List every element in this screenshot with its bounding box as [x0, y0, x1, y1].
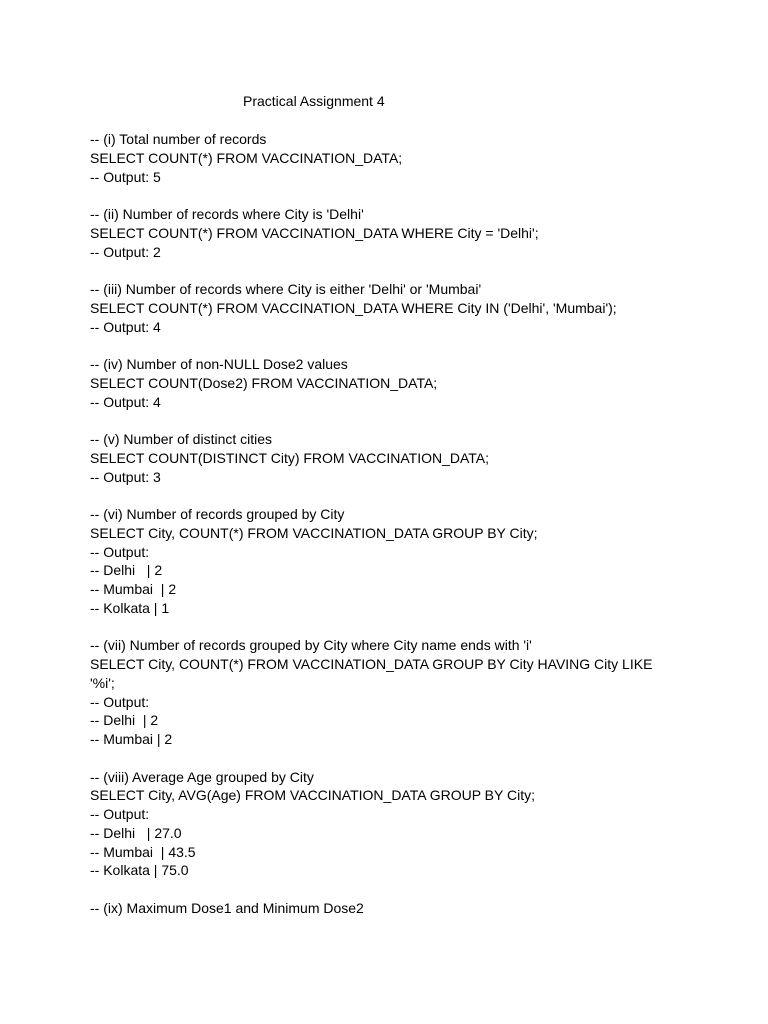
text-line: SELECT COUNT(DISTINCT City) FROM VACCINATION_DATA; — [90, 449, 490, 466]
text-line: -- Mumbai | 43.5 — [90, 843, 196, 860]
text-line: '%i'; — [90, 674, 115, 691]
text-line: -- (viii) Average Age grouped by City — [90, 768, 314, 785]
text-line: -- Output: 5 — [90, 168, 161, 185]
document-body — [90, 130, 690, 918]
text-line: -- (vi) Number of records grouped by City — [90, 506, 345, 522]
text-line: -- (vii) Number of records grouped by City where City name ends with 'i' — [90, 637, 532, 654]
blank-line — [90, 486, 690, 505]
text-line: -- Delhi | 27.0 — [90, 824, 182, 841]
text-line: -- (ii) Number of records where City is 'Delhi' — [90, 206, 364, 222]
text-line: -- (ix) Maximum Dose1 and Minimum Dose2 — [90, 899, 364, 916]
text-line: SELECT City, COUNT(*) FROM VACCINATION_DATA GROUP BY City; — [90, 524, 538, 541]
text-line: SELECT COUNT(*) FROM VACCINATION_DATA WHERE City IN ('Delhi', 'Mumbai'); — [90, 299, 617, 316]
text-line: -- Delhi | 2 — [90, 712, 159, 729]
text-line: -- (v) Number of distinct cities — [90, 431, 273, 447]
text-line: -- Output: 4 — [90, 393, 161, 410]
text-line: -- Kolkata | 75.0 — [90, 862, 189, 879]
text-line: -- (i) Total number of records — [90, 131, 267, 147]
text-line: -- Kolkata | 1 — [90, 599, 170, 616]
text-line: -- Mumbai | 2 — [90, 581, 177, 597]
text-line: -- Output: — [90, 543, 150, 560]
text-line: SELECT COUNT(*) FROM VACCINATION_DATA; — [90, 149, 403, 166]
blank-line — [90, 411, 690, 430]
text-line: -- Output: — [90, 693, 150, 710]
blank-line — [90, 261, 690, 280]
blank-line — [90, 186, 690, 205]
text-line: SELECT City, COUNT(*) FROM VACCINATION_DATA GROUP BY City HAVING City LIKE — [90, 656, 653, 672]
text-line: -- Mumbai | 2 — [90, 731, 173, 747]
text-line: SELECT COUNT(*) FROM VACCINATION_DATA WHERE City = 'Delhi'; — [90, 224, 539, 241]
text-line: -- Output: — [90, 806, 150, 822]
document-title: Practical Assignment 4 — [243, 93, 385, 109]
text-line: SELECT City, AVG(Age) FROM VACCINATION_DATA GROUP BY City; — [90, 787, 535, 804]
text-line: -- Output: 2 — [90, 243, 161, 260]
blank-line — [90, 880, 690, 899]
blank-line — [90, 749, 690, 768]
text-line: -- Delhi | 2 — [90, 562, 163, 579]
blank-line — [90, 336, 690, 355]
text-line: SELECT COUNT(Dose2) FROM VACCINATION_DATA; — [90, 374, 438, 391]
blank-line — [90, 618, 690, 637]
text-line: -- Output: 4 — [90, 318, 161, 335]
text-line: -- Output: 3 — [90, 468, 161, 485]
text-line: -- (iv) Number of non-NULL Dose2 values — [90, 356, 348, 372]
text-line: -- (iii) Number of records where City is either 'Delhi' or 'Mumbai' — [90, 281, 482, 297]
